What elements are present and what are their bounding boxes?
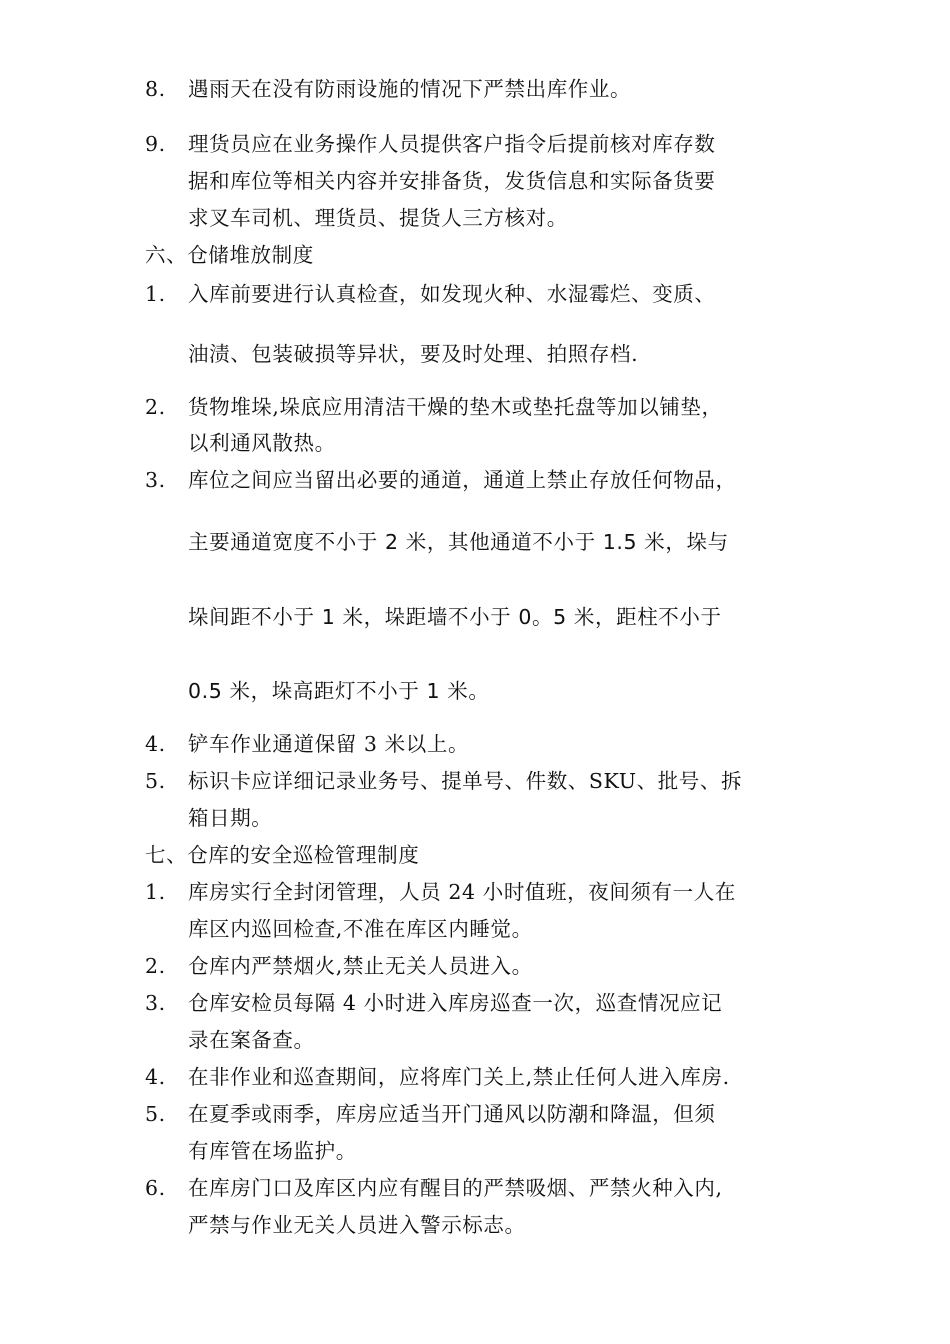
section-heading: 六、仓储堆放制度 [145, 243, 314, 267]
list-item-number: 5. [145, 769, 166, 793]
list-item-text: 严禁与作业无关人员进入警示标志。 [188, 1213, 526, 1237]
list-item-number: 1. [145, 282, 166, 306]
list-item-number: 3. [145, 991, 166, 1015]
list-item-text: 理货员应在业务操作人员提供客户指令后提前核对库存数 [188, 132, 716, 156]
list-item-text: 有库管在场监护。 [188, 1139, 357, 1163]
list-item-text: 油渍、包装破损等异状，要及时处理、拍照存档. [188, 342, 639, 366]
list-item-number: 5. [145, 1102, 166, 1126]
list-item-text: 遇雨天在没有防雨设施的情况下严禁出库作业。 [188, 77, 632, 101]
list-item-text: 据和库位等相关内容并安排备货，发货信息和实际备货要 [188, 169, 716, 193]
list-item-number: 3. [145, 468, 166, 492]
list-item-number: 6. [145, 1176, 166, 1200]
list-item-text: 箱日期。 [188, 806, 273, 830]
list-item-text: 录在案备查。 [188, 1028, 315, 1052]
list-item-number: 2. [145, 954, 166, 978]
list-item-text: 垛间距不小于 1 米，垛距墙不小于 0。5 米，距柱不小于 [188, 605, 722, 629]
list-item-number: 4. [145, 732, 166, 756]
section-heading: 七、仓库的安全巡检管理制度 [145, 843, 420, 867]
list-item-text: 仓库安检员每隔 4 小时进入库房巡查一次，巡查情况应记 [188, 991, 723, 1015]
list-item-text: 求叉车司机、理货员、提货人三方核对。 [188, 206, 568, 230]
list-item-text: 0.5 米，垛高距灯不小于 1 米。 [188, 679, 490, 703]
list-item-number: 9. [145, 132, 166, 156]
list-item-text: 在库房门口及库区内应有醒目的严禁吸烟、严禁火种入内, [188, 1176, 723, 1200]
list-item-text: 货物堆垛,垛底应用清洁干燥的垫木或垫托盘等加以铺垫， [188, 395, 723, 419]
list-item-text: 仓库内严禁烟火,禁止无关人员进入。 [188, 954, 533, 978]
list-item-text: 库房实行全封闭管理，人员 24 小时值班，夜间须有一人在 [188, 880, 736, 904]
list-item-number: 4. [145, 1065, 166, 1089]
list-item-text: 在非作业和巡查期间，应将库门关上,禁止任何人进入库房. [188, 1065, 730, 1089]
list-item-number: 1. [145, 880, 166, 904]
list-item-text: 铲车作业通道保留 3 米以上。 [188, 732, 470, 756]
list-item-text: 在夏季或雨季，库房应适当开门通风以防潮和降温，但须 [188, 1102, 716, 1126]
list-item-number: 8. [145, 77, 166, 101]
list-item-text: 入库前要进行认真检查，如发现火种、水湿霉烂、变质、 [188, 282, 716, 306]
list-item-text: 库位之间应当留出必要的通道，通道上禁止存放任何物品， [188, 468, 737, 492]
list-item-text: 主要通道宽度不小于 2 米，其他通道不小于 1.5 米，垛与 [188, 530, 729, 554]
list-item-text: 标识卡应详细记录业务号、提单号、件数、SKU、批号、拆 [188, 769, 743, 793]
list-item-text: 库区内巡回检查,不准在库区内睡觉。 [188, 917, 533, 941]
list-item-text: 以利通风散热。 [188, 431, 336, 455]
list-item-number: 2. [145, 395, 166, 419]
